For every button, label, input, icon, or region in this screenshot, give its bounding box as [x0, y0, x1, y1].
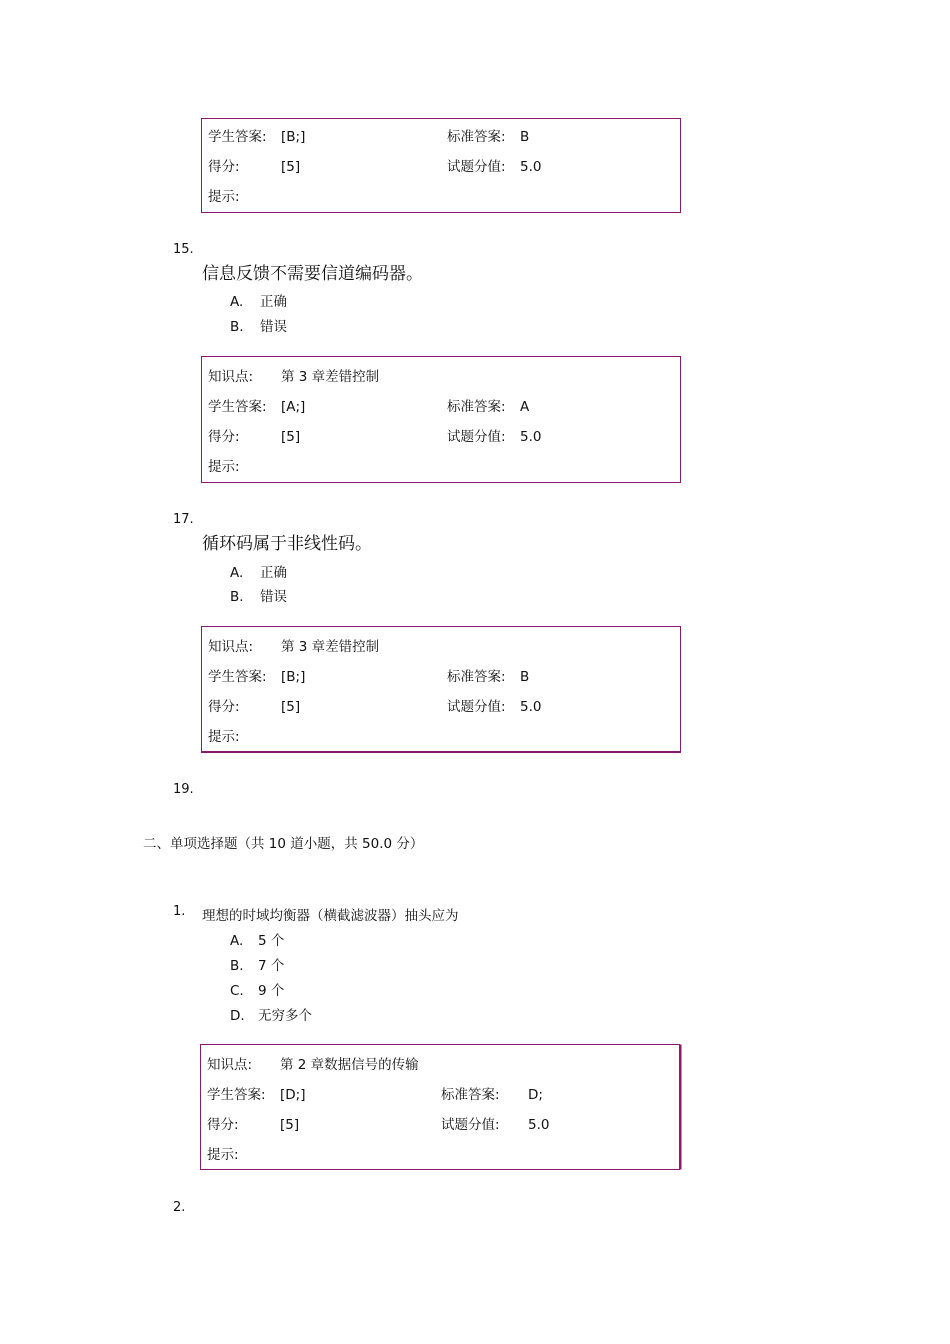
option-b — [230, 315, 287, 335]
option-text: 错误 — [260, 319, 287, 335]
full-score-label: 试题分值: — [447, 429, 506, 445]
question-number: 19. — [173, 782, 194, 797]
score-label: 得分: — [208, 159, 240, 175]
question-text: 循环码属于非线性码。 — [202, 534, 372, 554]
score-value: [5] — [281, 699, 301, 715]
student-answer-label: 学生答案: — [208, 129, 267, 145]
hint-label: 提示: — [207, 1147, 239, 1163]
question-number: 15. — [173, 242, 194, 257]
option-text: 7 个 — [258, 958, 285, 974]
knowledge-label: 知识点: — [208, 369, 254, 385]
hint-label: 提示: — [208, 189, 240, 205]
full-score-value: 5.0 — [520, 159, 542, 175]
option-letter: D. — [230, 1008, 245, 1024]
result-box-q15 — [201, 356, 681, 483]
standard-answer-label: 标准答案: — [447, 669, 506, 685]
score-label: 得分: — [208, 699, 240, 715]
score-value: [5] — [280, 1117, 300, 1133]
question-number: 1. — [173, 904, 186, 919]
score-label: 得分: — [207, 1117, 239, 1133]
option-letter: A. — [230, 933, 244, 949]
option-letter: B. — [230, 589, 244, 605]
hint-label: 提示: — [208, 459, 240, 475]
question-text: 信息反馈不需要信道编码器。 — [202, 264, 423, 284]
score-value: [5] — [281, 429, 301, 445]
option-b — [230, 585, 287, 605]
result-box-q17 — [201, 626, 681, 753]
score-value: [5] — [281, 159, 301, 175]
knowledge-label: 知识点: — [207, 1057, 253, 1073]
option-text: 无穷多个 — [258, 1008, 312, 1024]
student-answer-label: 学生答案: — [208, 399, 267, 415]
option-c — [230, 979, 284, 999]
full-score-label: 试题分值: — [441, 1117, 500, 1133]
student-answer-value: [D;] — [280, 1087, 306, 1103]
option-text: 5 个 — [258, 933, 285, 949]
option-text: 正确 — [260, 565, 287, 581]
standard-answer-value: B — [520, 669, 530, 685]
score-label: 得分: — [208, 429, 240, 445]
knowledge-value: 第 2 章数据信号的传输 — [280, 1057, 419, 1073]
knowledge-label: 知识点: — [208, 639, 254, 655]
section-heading: 二、单项选择题（共 10 道小题，共 50.0 分） — [143, 836, 424, 852]
option-text: 9 个 — [258, 983, 285, 999]
option-a — [230, 561, 287, 581]
result-box-top — [201, 118, 681, 213]
option-letter: B. — [230, 958, 244, 974]
student-answer-label: 学生答案: — [207, 1087, 266, 1103]
option-text: 错误 — [260, 589, 287, 605]
option-a — [230, 929, 284, 949]
question-number: 17. — [173, 512, 194, 527]
standard-answer-value: B — [520, 129, 530, 145]
option-a — [230, 290, 287, 310]
option-letter: C. — [230, 983, 244, 999]
hint-label: 提示: — [208, 729, 240, 745]
standard-answer-value: A — [520, 399, 530, 415]
question-text: 理想的时域均衡器（横截滤波器）抽头应为 — [202, 908, 459, 924]
result-box-s2q1 — [200, 1044, 680, 1170]
option-d — [230, 1004, 312, 1024]
standard-answer-value: D; — [528, 1087, 543, 1103]
standard-answer-label: 标准答案: — [447, 129, 506, 145]
full-score-value: 5.0 — [520, 699, 542, 715]
full-score-value: 5.0 — [528, 1117, 550, 1133]
knowledge-value: 第 3 章差错控制 — [281, 369, 380, 385]
full-score-label: 试题分值: — [447, 159, 506, 175]
option-letter: A. — [230, 565, 244, 581]
student-answer-label: 学生答案: — [208, 669, 267, 685]
option-text: 正确 — [260, 294, 287, 310]
option-letter: A. — [230, 294, 244, 310]
student-answer-value: [B;] — [281, 669, 306, 685]
student-answer-value: [A;] — [281, 399, 306, 415]
knowledge-value: 第 3 章差错控制 — [281, 639, 380, 655]
question-number: 2. — [173, 1200, 186, 1215]
full-score-value: 5.0 — [520, 429, 542, 445]
option-b — [230, 954, 284, 974]
full-score-label: 试题分值: — [447, 699, 506, 715]
standard-answer-label: 标准答案: — [441, 1087, 500, 1103]
option-letter: B. — [230, 319, 244, 335]
student-answer-value: [B;] — [281, 129, 306, 145]
standard-answer-label: 标准答案: — [447, 399, 506, 415]
